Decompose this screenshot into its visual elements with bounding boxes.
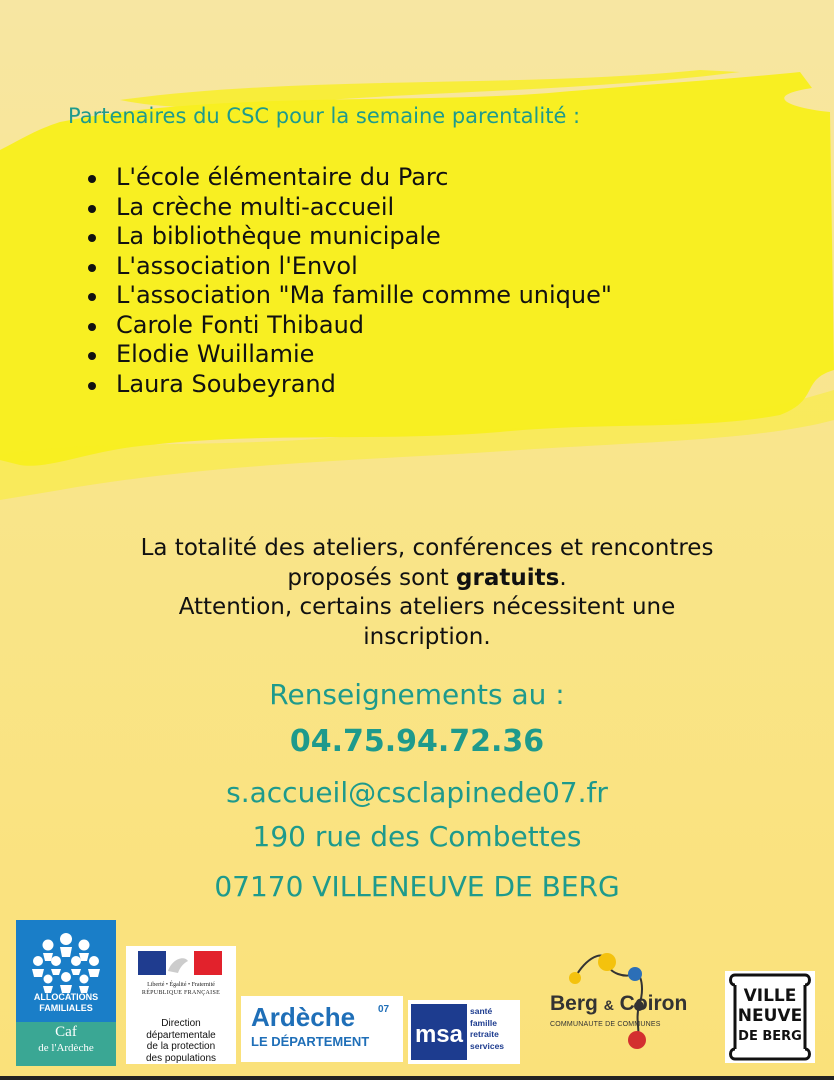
notice-free-emphasis: gratuits [456,564,560,591]
villeneuve-de-berg-logo [725,971,815,1063]
berg-subtitle: COMMUNAUTE DE COMMUNES [550,1021,661,1028]
msa-line-4: services [470,1040,505,1051]
berg-coiron-logo [545,948,713,1058]
msa-mark-text: msa [414,1021,464,1048]
list-item: La crèche multi-accueil [88,193,612,223]
partner-list [88,163,612,399]
ville-line-2: NEUVE [737,1006,803,1026]
ddpp-line-3: de la protection [146,1041,216,1052]
list-item: Laura Soubeyrand [88,370,612,400]
contact-city: 07170 VILLENEUVE DE BERG [214,870,620,903]
bottom-border [0,1076,834,1080]
marianne-flag-icon [138,951,222,981]
contact-title: Renseignements au : [269,678,565,711]
berg-name-b: Coiron [619,992,688,1015]
notice-line-4: inscription. [363,623,491,650]
ville-line-3: DE BERG [738,1029,802,1044]
caf-line-2: FAMILIALES [39,1003,93,1013]
free-activities-notice [40,534,814,652]
msa-logo [408,1000,520,1064]
msa-line-3: retraite [470,1029,499,1039]
partners-title: Partenaires du CSC pour la semaine parentalité : [68,104,581,128]
berg-name-a: Berg [550,992,598,1015]
ddpp-logo [126,946,236,1064]
list-item: La bibliothèque municipale [88,222,612,252]
ardeche-number: 07 [378,1004,390,1015]
contact-street-address: 190 rue des Combettes [252,820,582,853]
ddpp-line-2: départementale [146,1029,216,1041]
list-item: L'association "Ma famille comme unique" [88,281,612,311]
list-item: Elodie Wuillamie [88,340,612,370]
list-item: Carole Fonti Thibaud [88,311,612,341]
list-item: L'école élémentaire du Parc [88,163,612,193]
ddpp-line-4: des populations [145,1052,217,1064]
notice-line-3: Attention, certains ateliers nécessitent une [178,594,676,620]
notice-line-1: La totalité des ateliers, conférences et rencontres [140,535,714,561]
caf-region: de l'Ardèche [38,1042,94,1054]
caf-line-1: ALLOCATIONS [33,992,99,1002]
ardeche-name: Ardèche [251,1002,356,1032]
ardeche-subtitle: LE DÉPARTEMENT [251,1034,370,1049]
ddpp-motto: Liberté • Égalité • Fraternité [147,982,215,988]
ardeche-logo [241,996,403,1062]
ville-line-1: VILLE [743,986,797,1006]
caf-logo [16,920,116,1066]
ddpp-line-1: Direction [161,1018,201,1029]
msa-line-2: famille [470,1017,497,1028]
berg-amp: & [603,997,614,1013]
list-item: L'association l'Envol [88,252,612,282]
caf-name: Caf [55,1024,77,1040]
ddpp-name [126,1018,236,1064]
notice-line-2-pre: proposés sont [287,564,457,591]
msa-line-1: santé [470,1006,493,1016]
ddpp-republic: RÉPUBLIQUE FRANÇAISE [141,990,221,996]
contact-email[interactable]: s.accueil@csclapinede07.fr [226,776,608,809]
msa-services [470,1006,504,1052]
caf-tagline [16,992,116,1014]
contact-phone[interactable]: 04.75.94.72.36 [289,724,545,759]
notice-line-2-post: . [559,564,567,591]
msa-mark-icon [411,1004,467,1060]
berg-coiron-name [550,992,687,1016]
